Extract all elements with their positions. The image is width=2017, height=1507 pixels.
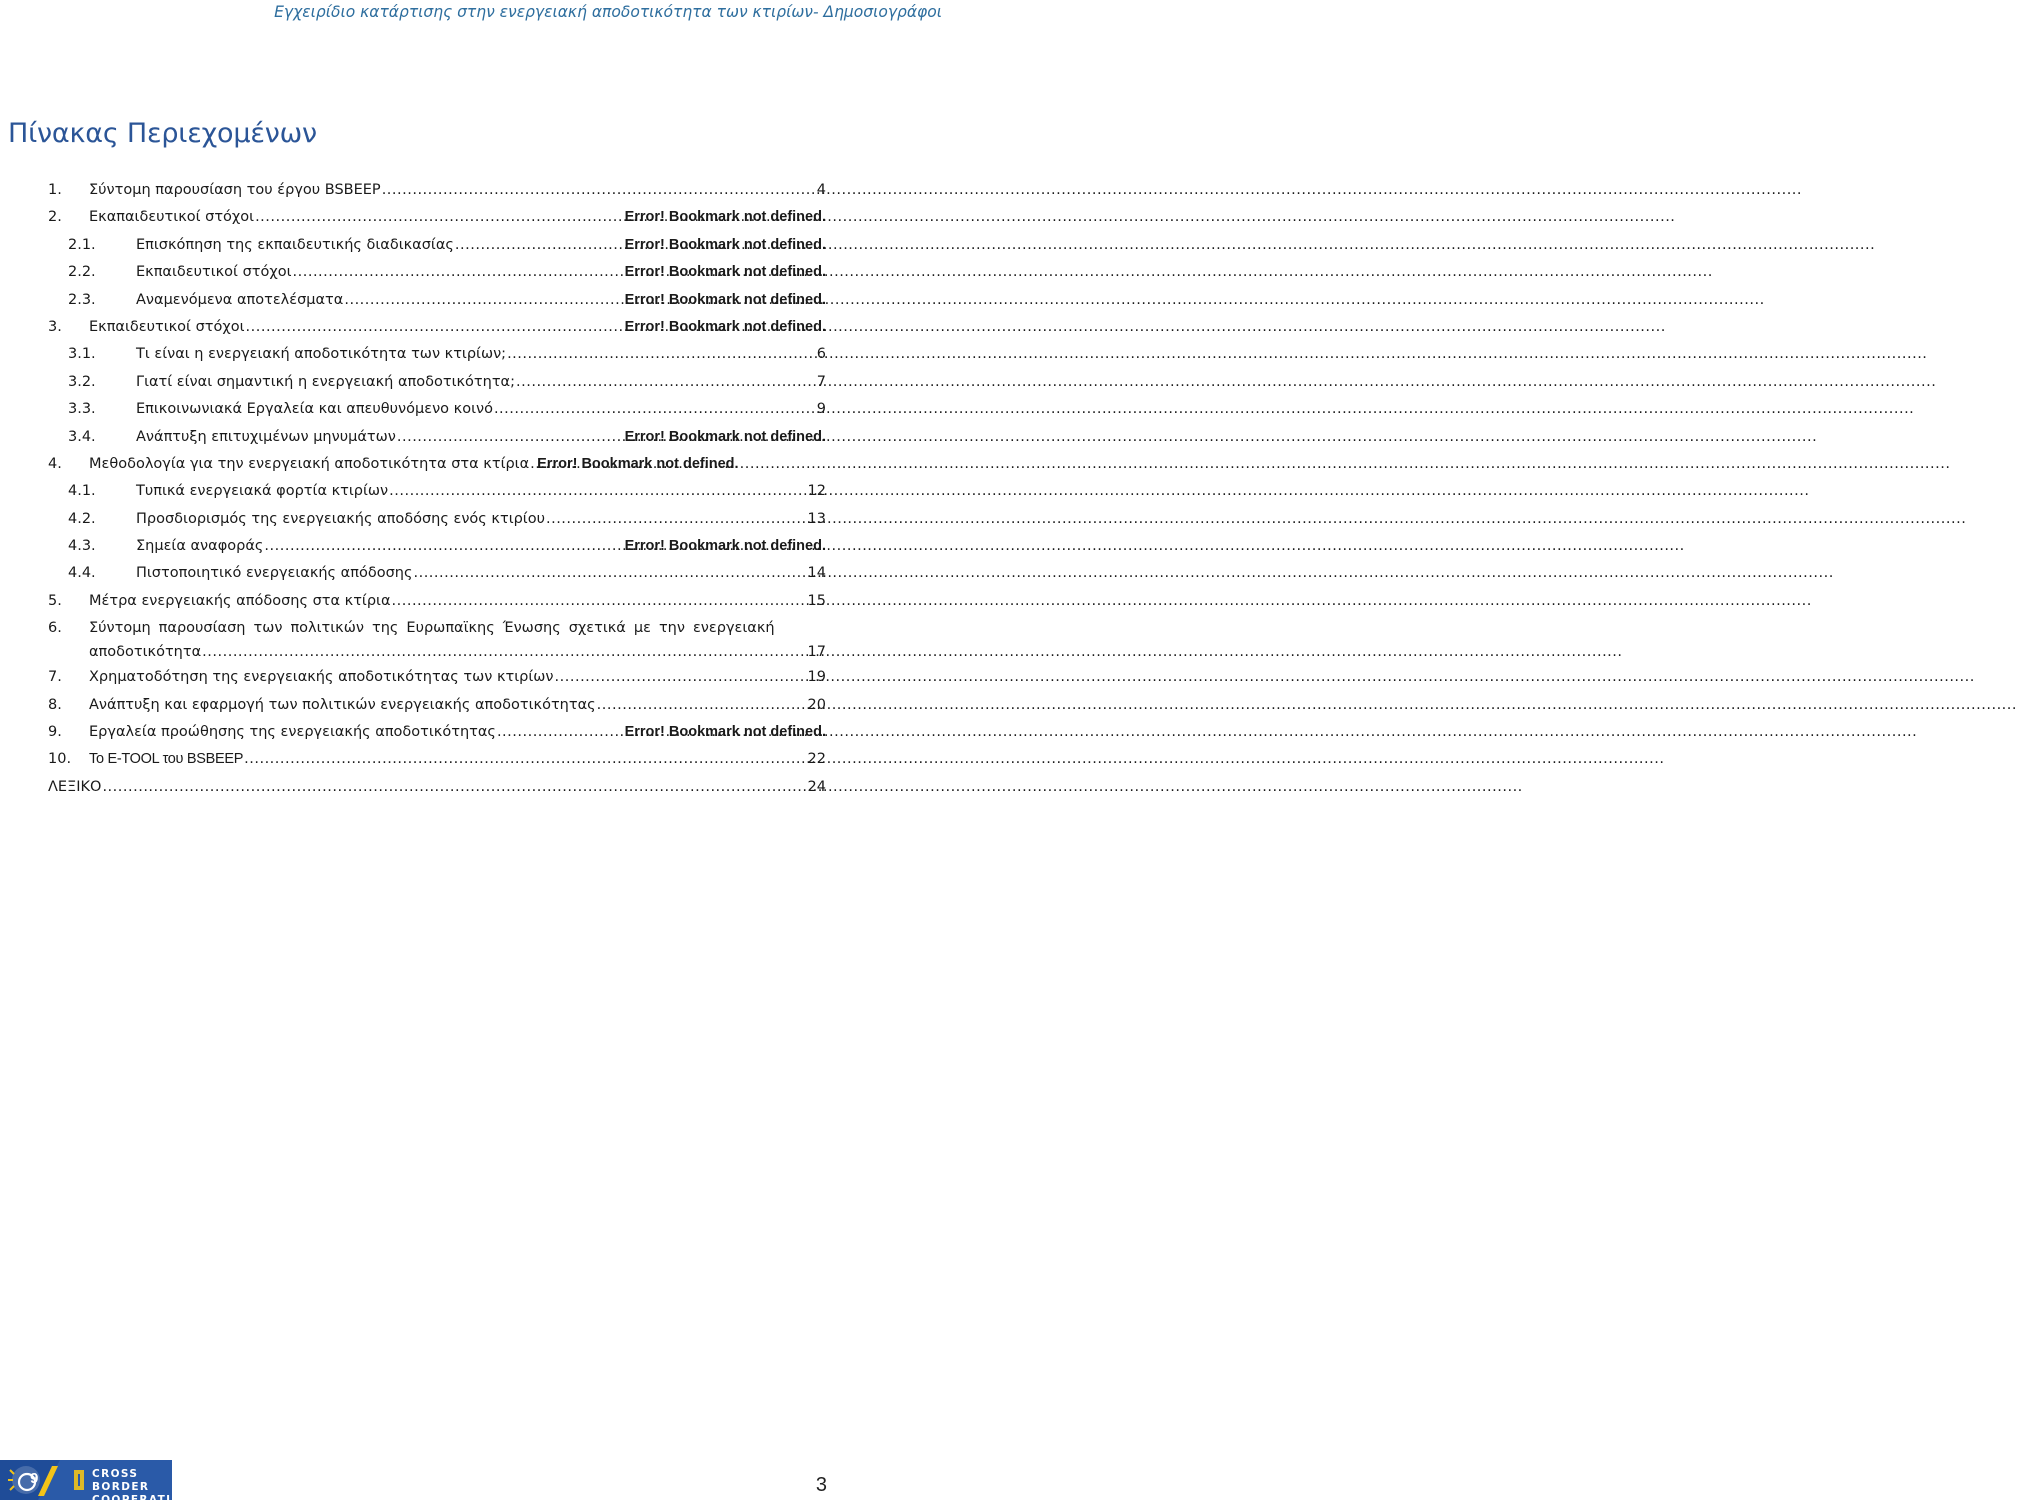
- toc-entry-text: Επισκόπηση της εκπαιδευτικής διαδικασίας: [136, 236, 454, 253]
- toc-entry-page: 24: [807, 778, 826, 795]
- toc-entry-number: 3.: [48, 318, 62, 335]
- toc-entry-text: Γιατί είναι σημαντική η ενεργειακή αποδοτικότητα;: [136, 373, 516, 390]
- toc-entry-number: 3.2.: [68, 373, 96, 390]
- toc-entry-page: 22: [807, 751, 826, 768]
- toc-entry-text: Σύντομη παρουσίαση των πολιτικών της Ευρωπαϊκης Ένωσης σχετικά με την ενεργειακή: [89, 620, 775, 637]
- toc-entry-number: 4.1.: [68, 483, 96, 500]
- toc-leader: [382, 181, 816, 200]
- toc-entry-text: Εκπαιδευτικοί στόχοι: [89, 318, 245, 335]
- toc-entry-number: 2.3.: [68, 291, 96, 308]
- toc-entry-number: 4.2.: [68, 510, 96, 527]
- toc-entry-number: 3.1.: [68, 346, 96, 363]
- logo-text: [92, 1468, 192, 1507]
- toc-leader: [264, 537, 623, 556]
- logo-line-1: CROSS BORDER: [92, 1468, 150, 1493]
- toc-entry-page: 19: [807, 669, 826, 686]
- toc-leader: [494, 400, 816, 419]
- toc-entry-page: 14: [807, 565, 826, 582]
- toc-entry-page: Error! Bookmark not defined.: [624, 538, 826, 555]
- toc-entry-page: Error! Bookmark not defined.: [624, 236, 826, 253]
- toc-entry-page: 4: [816, 182, 826, 198]
- toc-entry-number: 2.1.: [68, 236, 96, 253]
- toc-entry-4-3[interactable]: [48, 537, 826, 564]
- toc-entry-4[interactable]: [48, 455, 826, 482]
- toc-leader: [413, 564, 806, 583]
- toc-entry-text: Επικοινωνιακά Εργαλεία και απευθυνόμενο κοινό: [136, 401, 493, 418]
- toc-leader: [530, 455, 536, 474]
- toc-entry-5[interactable]: [48, 592, 826, 619]
- toc-entry-4-1[interactable]: [48, 482, 826, 509]
- toc-entry-page: 20: [807, 696, 826, 713]
- toc-entry-text: Εκαπαιδευτικοί στόχοι: [89, 209, 255, 226]
- toc-entry-3-2[interactable]: [48, 373, 826, 400]
- running-header: Εγχειρίδιο κατάρτισης στην ενεργειακή αποδοτικότητα των κτιρίων- Δημοσιογράφοι: [274, 3, 942, 21]
- toc-entry-8[interactable]: [48, 696, 826, 723]
- cross-border-cooperation-logo: [0, 1460, 193, 1506]
- toc-entry-number: 10.: [48, 751, 72, 768]
- toc-leader: [102, 778, 806, 797]
- toc-entry-number: 3.3.: [68, 401, 96, 418]
- toc-entry-page: Error! Bookmark not defined.: [624, 428, 826, 445]
- toc-leader: [202, 643, 806, 662]
- toc-leader: [244, 750, 806, 769]
- toc-leader: [555, 668, 807, 687]
- toc-entry-number: 9.: [48, 724, 62, 741]
- toc-entry-number: 4.4.: [68, 565, 96, 582]
- toc-leader: [516, 373, 816, 392]
- toc-entry-number: 2.: [48, 209, 62, 226]
- toc-entry-number: 3.4.: [68, 428, 96, 445]
- toc-entry-text: Σύντομη παρουσίαση του έργου BSBEEP: [89, 182, 381, 198]
- toc-entry-number: 1.: [48, 182, 62, 198]
- toc-entry-page: Error! Bookmark not defined.: [537, 455, 739, 472]
- toc-entry-7[interactable]: [48, 668, 826, 695]
- toc-entry-page: 7: [816, 373, 826, 390]
- toc-entry-text: Εκπαιδευτικοί στόχοι: [136, 264, 292, 281]
- toc-entry-number: 5.: [48, 592, 62, 609]
- toc-entry-text: Ανάπτυξη επιτυχιμένων μηνυμάτων: [136, 428, 396, 445]
- toc-entry-1[interactable]: [48, 181, 826, 208]
- toc-entry-page: 13: [807, 510, 826, 527]
- toc-leader: [389, 482, 806, 501]
- toc-entry-page: Error! Bookmark not defined.: [624, 264, 826, 281]
- toc-entry-2-1[interactable]: [48, 236, 826, 263]
- toc-entry-page: Error! Bookmark not defined.: [624, 318, 826, 335]
- toc-entry-number: 4.3.: [68, 538, 96, 555]
- toc-entry-text: Μέτρα ενεργειακής απόδοσης στα κτίρια: [89, 592, 391, 609]
- toc-entry-text: Τυπικά ενεργειακά φορτία κτιρίων: [136, 483, 389, 500]
- toc-leader: [397, 428, 624, 447]
- toc-entry-page: Error! Bookmark not defined.: [624, 209, 826, 226]
- toc-leader: [507, 345, 816, 364]
- toc-leader: [497, 723, 624, 742]
- table-of-contents: [48, 181, 826, 805]
- toc-entry-number: 8.: [48, 696, 62, 713]
- toc-entry-4-2[interactable]: [48, 510, 826, 537]
- toc-leader: [597, 696, 807, 715]
- toc-entry-page: Error! Bookmark not defined.: [624, 724, 826, 741]
- toc-entry-page: 6: [816, 346, 826, 363]
- toc-leader: [455, 236, 624, 255]
- toc-entry-text: Ανάπτυξη και εφαρμογή των πολιτικών ενεργειακής αποδοτικότητας: [89, 696, 596, 713]
- toc-entry-text-continued: αποδοτικότητα: [89, 644, 202, 661]
- toc-entry-page: Error! Bookmark not defined.: [624, 291, 826, 308]
- toc-entry-text: Πιστοποιητικό ενεργειακής απόδοσης: [136, 565, 413, 582]
- toc-leader: [344, 291, 623, 310]
- toc-entry-10[interactable]: [48, 750, 826, 777]
- toc-entry-text: Τι είναι η ενεργειακή αποδοτικότητα των κτιρίων;: [136, 346, 507, 363]
- toc-entry-number: 7.: [48, 669, 62, 686]
- toc-entry-2-2[interactable]: [48, 263, 826, 290]
- logo-badge: 9: [30, 1470, 39, 1487]
- toc-entry-page: 15: [807, 592, 826, 609]
- toc-entry-page: 9: [816, 401, 826, 418]
- toc-entry-text: Το E-TOOL του BSBEEP: [89, 751, 244, 768]
- toc-entry-3-1[interactable]: [48, 345, 826, 372]
- toc-entry-text: Αναμενόμενα αποτελέσματα: [136, 291, 344, 308]
- page-number: 3: [815, 1474, 827, 1496]
- toc-entry-text: Προσδιορισμός της ενεργειακής αποδόσης ενός κτιρίου: [136, 510, 545, 527]
- toc-entry-text: ΛΕΞΙΚΟ: [48, 778, 102, 795]
- toc-entry-text: Σημεία αναφοράς: [136, 538, 264, 555]
- toc-leader: [255, 208, 624, 227]
- toc-entry-4-4[interactable]: [48, 564, 826, 591]
- toc-entry-number: 2.2.: [68, 264, 96, 281]
- toc-entry-text: Εργαλεία προώθησης της ενεργειακής αποδοτικότητας: [89, 724, 496, 741]
- toc-entry-3[interactable]: [48, 318, 826, 345]
- toc-entry-2[interactable]: [48, 208, 826, 235]
- toc-entry-number: 4.: [48, 455, 62, 472]
- toc-entry-page: 12: [807, 483, 826, 500]
- toc-entry-3-4[interactable]: [48, 428, 826, 455]
- toc-leader: [546, 510, 807, 529]
- toc-leader: [392, 592, 807, 611]
- toc-entry-2-3[interactable]: [48, 291, 826, 318]
- toc-leader: [293, 263, 624, 282]
- toc-entry-text: Μεθοδολογία για την ενεργειακή αποδοτικότητα στα κτίρια: [89, 455, 530, 472]
- toc-entry-glossary[interactable]: [48, 778, 826, 805]
- toc-entry-text: Χρηματοδότηση της ενεργειακής αποδοτικότητας των κτιρίων: [89, 669, 554, 686]
- toc-entry-number: 6.: [48, 620, 62, 637]
- logo-line-2: COOPERATION: [92, 1494, 193, 1506]
- toc-entry-page: 17: [807, 644, 826, 661]
- toc-entry-3-3[interactable]: [48, 400, 826, 427]
- toc-title: Πίνακας Περιεχομένων: [8, 118, 317, 149]
- toc-entry-6[interactable]: [48, 619, 826, 668]
- toc-leader: [246, 318, 624, 337]
- page-footer: [0, 1460, 960, 1506]
- toc-entry-9[interactable]: [48, 723, 826, 750]
